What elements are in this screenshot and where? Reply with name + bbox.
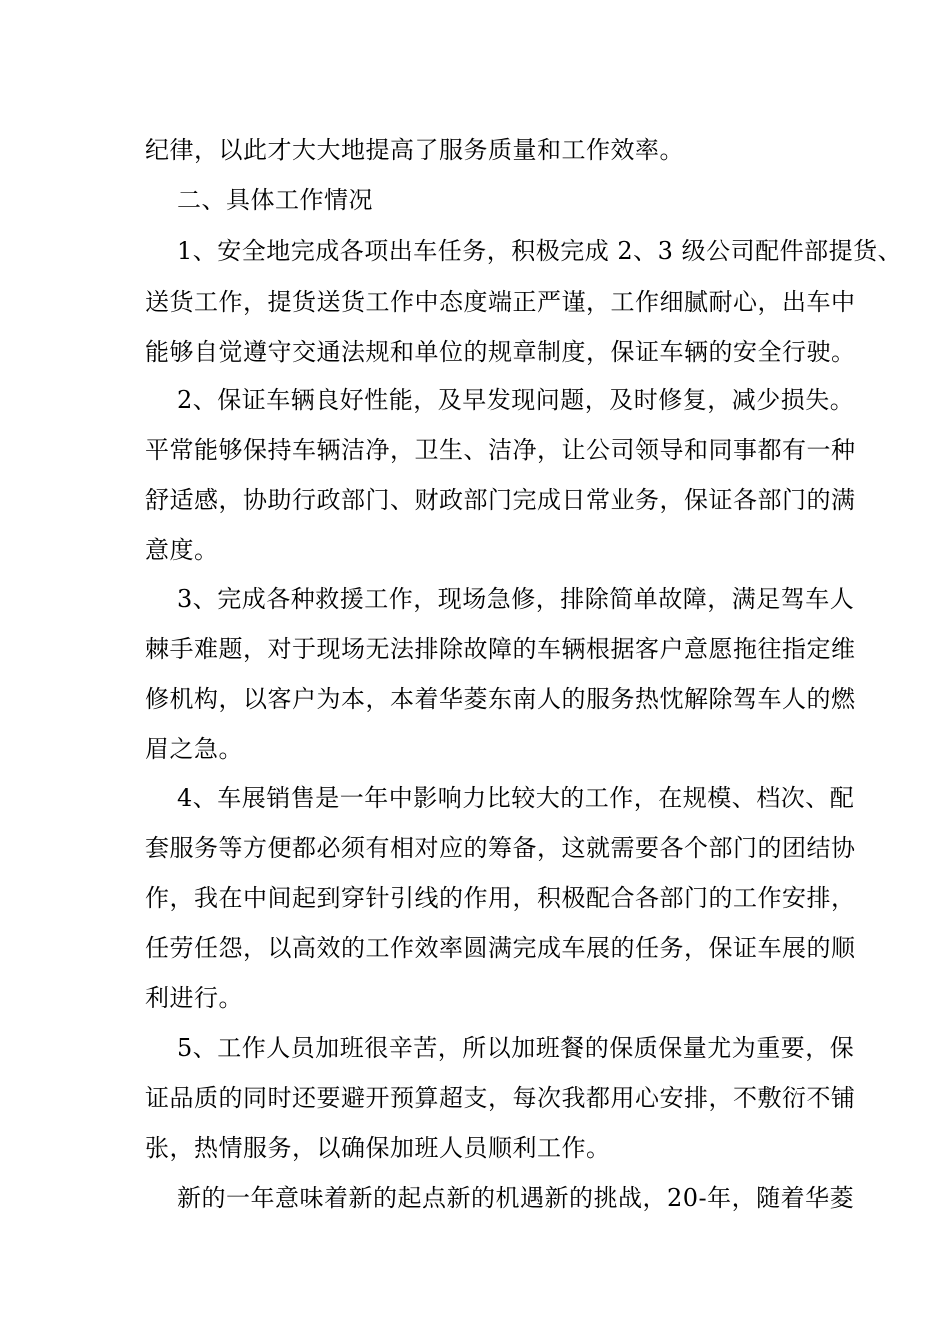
text-line: 修机构，以客户为本，本着华菱东南人的服务热忱解除驾车人的燃 bbox=[145, 685, 856, 713]
text-line: 套服务等方便都必须有相对应的筹备，这就需要各个部门的团结协 bbox=[145, 834, 856, 862]
text-line: 能够自觉遵守交通法规和单位的规章制度，保证车辆的安全行驶。 bbox=[145, 338, 856, 366]
text-line: 1、安全地完成各项出车任务，积极完成 2、3 级公司配件部提货、 bbox=[177, 237, 903, 265]
text-line: 眉之急。 bbox=[145, 735, 243, 763]
text-line: 舒适感，协助行政部门、财政部门完成日常业务，保证各部门的满 bbox=[145, 486, 856, 514]
text-line: 纪律，以此才大大地提高了服务质量和工作效率。 bbox=[145, 136, 684, 164]
text-line: 棘手难题，对于现场无法排除故障的车辆根据客户意愿拖往指定维 bbox=[145, 635, 856, 663]
text-line: 3、完成各种救援工作，现场急修，排除简单故障，满足驾车人 bbox=[177, 585, 855, 613]
text-line: 意度。 bbox=[145, 536, 219, 564]
text-line: 新的一年意味着新的起点新的机遇新的挑战，20-年，随着华菱 bbox=[177, 1184, 855, 1212]
text-line: 作，我在中间起到穿针引线的作用，积极配合各部门的工作安排， bbox=[145, 884, 856, 912]
text-line: 利进行。 bbox=[145, 984, 243, 1012]
text-line: 送货工作，提货送货工作中态度端正严谨，工作细腻耐心，出车中 bbox=[145, 288, 856, 316]
section-heading: 二、具体工作情况 bbox=[177, 186, 373, 214]
text-line: 张，热情服务，以确保加班人员顺利工作。 bbox=[145, 1134, 611, 1162]
text-line: 证品质的同时还要避开预算超支，每次我都用心安排，不敷衍不铺 bbox=[145, 1084, 856, 1112]
text-line: 5、工作人员加班很辛苦，所以加班餐的保质保量尤为重要，保 bbox=[177, 1034, 855, 1062]
text-line: 2、保证车辆良好性能，及早发现问题，及时修复，减少损失。 bbox=[177, 386, 855, 414]
text-line: 平常能够保持车辆洁净，卫生、洁净，让公司领导和同事都有一种 bbox=[145, 436, 856, 464]
text-line: 任劳任怨，以高效的工作效率圆满完成车展的任务，保证车展的顺 bbox=[145, 934, 856, 962]
text-line: 4、车展销售是一年中影响力比较大的工作，在规模、档次、配 bbox=[177, 784, 855, 812]
